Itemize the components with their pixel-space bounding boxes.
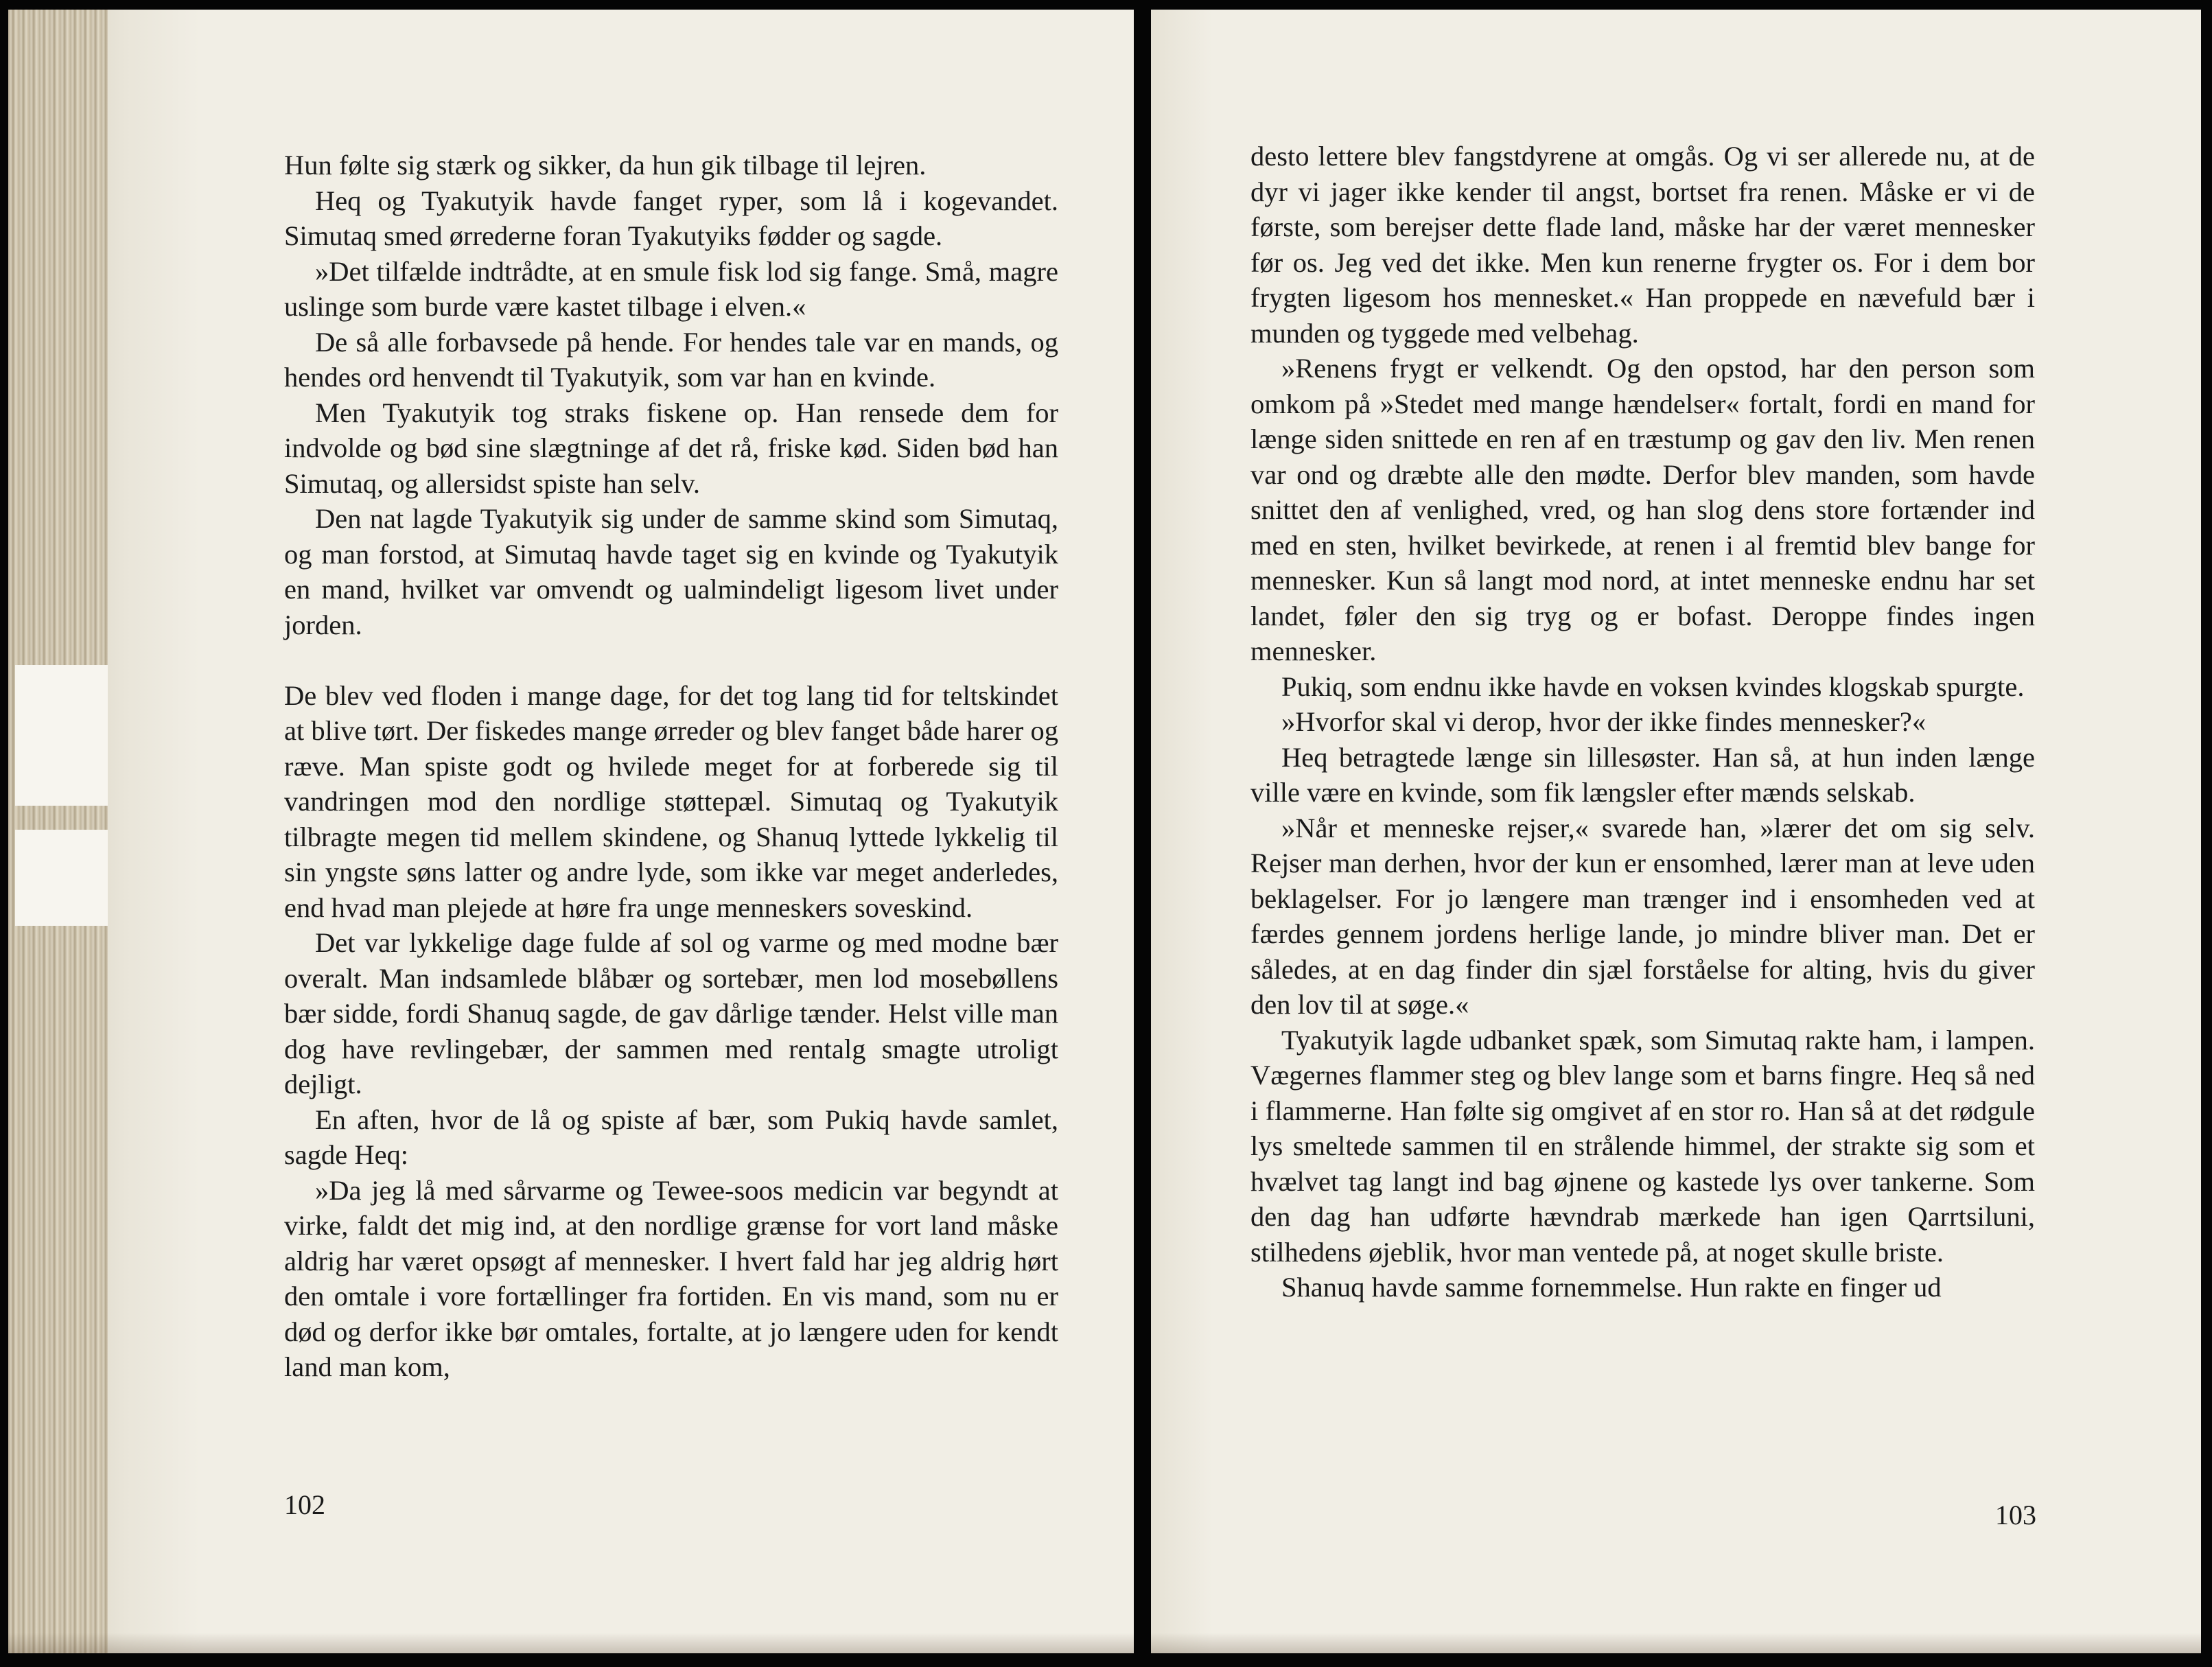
paragraph: »Hvorfor skal vi derop, hvor der ikke findes mennesker?«	[1281, 706, 1926, 737]
page-number-right: 103	[1995, 1500, 2036, 1530]
left-page-text	[284, 148, 1058, 1385]
paragraph: »Renens frygt er velkendt. Og den opstod, har den person som omkom på »Stedet med mange hændelser« fortalt, fordi en mand for længe siden snittede en ren af en træstump og gav den liv. Men renen var ond og dræbte alle den mødte. Derfor blev manden, som havde snittet den af venlighed, vred, og han slog dens store fortænder ind med en sten, hvilket bevirkede, at renen i al fremtid blev bange for mennesker. Kun så langt mod nord, at intet menneske endnu har set landet, føler den sig tryg og er bofast. Deroppe findes ingen mennesker.	[1250, 353, 2035, 666]
paragraph: De så alle forbavsede på hende. For hendes tale var en mands, og hendes ord henvendt til Tyakutyik, som var han en kvinde.	[284, 326, 1058, 393]
paragraph: Den nat lagde Tyakutyik sig under de samme skind som Simutaq, og man forstod, at Simutaq havde taget sig en kvinde og Tyakutyik en mand, hvilket var omvendt og ualmindeligt ligesom livet under jorden.	[284, 503, 1058, 640]
page-edge-highlight	[15, 830, 108, 926]
page-number-left: 102	[284, 1489, 325, 1520]
right-page-text	[1250, 139, 2035, 1305]
paragraph: De blev ved floden i mange dage, for det tog lang tid for teltskindet at blive tørt. Der fiskedes mange ørreder og blev fanget både harer og ræve. Man spiste godt og hvilede meget for at forberede sig til vandringen mod den nordlige støttepæl. Simutaq og Tyakutyik tilbragte megen tid mellem skindene, og Shanuq lyttede lykkelig til sin yngste søns latter og andre lyde, som ikke var meget anderledes, end hvad man plejede at høre fra unge menneskers soveskind.	[284, 679, 1058, 923]
paragraph: Heq og Tyakutyik havde fanget ryper, som lå i kogevandet. Simutaq smed ørrederne foran Tyakutyiks fødder og sagde.	[284, 185, 1058, 251]
paragraph: Pukiq, som endnu ikke havde en voksen kvindes klogskab spurgte.	[1281, 671, 2025, 702]
paragraph: Det var lykkelige dage fulde af sol og varme og med modne bær overalt. Man indsamlede blåbær og sortebær, men lod mosebøllens bær sidde, fordi Shanuq sagde, de gav dårlige tænder. Helst ville man dog have revlingebær, der sammen med rentalg smagte utroligt dejligt.	[284, 927, 1058, 1099]
paragraph: »Når et menneske rejser,« svarede han, »lærer det om sig selv. Rejser man derhen, hvor der kun er ensomhed, lærer man at leve uden beklagelser. For jo længere man trænger ind i ensomheden ved at færdes gennem jordens herlige lande, jo mindre bliver man. Det er således, at en dag finder din sjæl forståelse for alting, hvis du giver den lov til at søge.«	[1250, 812, 2035, 1020]
left-page	[8, 10, 1134, 1653]
paragraph: desto lettere blev fangstdyrene at omgås. Og vi ser allerede nu, at de dyr vi jager ikke kender til angst, bortset fra renen. Måske er vi de første, som berejser dette flade land, måske har der været mennesker før os. Jeg ved det ikke. Men kun renerne frygter os. For i dem bor frygten ligesom hos mennesket.« Han proppede en nævefuld bær i munden og tyggede med velbehag.	[1250, 141, 2035, 349]
page-shadow	[1151, 1633, 2201, 1653]
paragraph: Shanuq havde samme fornemmelse. Hun rakte en finger ud	[1281, 1272, 1942, 1303]
paragraph: Men Tyakutyik tog straks fiskene op. Han rensede dem for indvolde og bød sine slægtninge af det rå, friske kød. Siden bød han Simutaq, og allersidst spiste han selv.	[284, 397, 1058, 499]
paragraph: Heq betragtede længe sin lillesøster. Han så, at hun inden længe ville være en kvinde, som fik længsler efter mænds selskab.	[1250, 741, 2035, 808]
paragraph: En aften, hvor de lå og spiste af bær, som Pukiq havde samlet, sagde Heq:	[284, 1104, 1058, 1170]
paragraph: »Da jeg lå med sårvarme og Tewee-soos medicin var begyndt at virke, faldt det mig ind, at den nordlige grænse for vort land måske aldrig har været opsøgt af mennesker. I hvert fald har jeg aldrig hørt den omtale i vore fortællinger fra fortiden. En vis mand, som nu er død og derfor ikke bør omtales, fortalte, at jo længere uden for kendt land man kom,	[284, 1174, 1058, 1382]
right-page	[1151, 10, 2201, 1653]
paragraph: »Det tilfælde indtrådte, at en smule fisk lod sig fange. Små, magre uslinge som burde være kastet tilbage i elven.«	[284, 255, 1058, 322]
page-edge-highlight	[15, 665, 108, 806]
paragraph: Tyakutyik lagde udbanket spæk, som Simutaq rakte ham, i lampen. Vægernes flammer steg og blev lange som et barns fingre. Heq så ned i flammerne. Han følte sig omgivet af en stor ro. Han så at det rødgule lys smeltede sammen til en strålende himmel, der strakte sig som et hvælvet tag langt ind bag øjnene og kastede lys over tankerne. Som den dag han udførte hævndrab mærkede han igen Qarrtsiluni, stilhedens øjeblik, hvor man ventede på, at noget skulle briste.	[1250, 1024, 2035, 1268]
page-shadow	[8, 1633, 1134, 1653]
paragraph: Hun følte sig stærk og sikker, da hun gik tilbage til lejren.	[284, 150, 927, 180]
